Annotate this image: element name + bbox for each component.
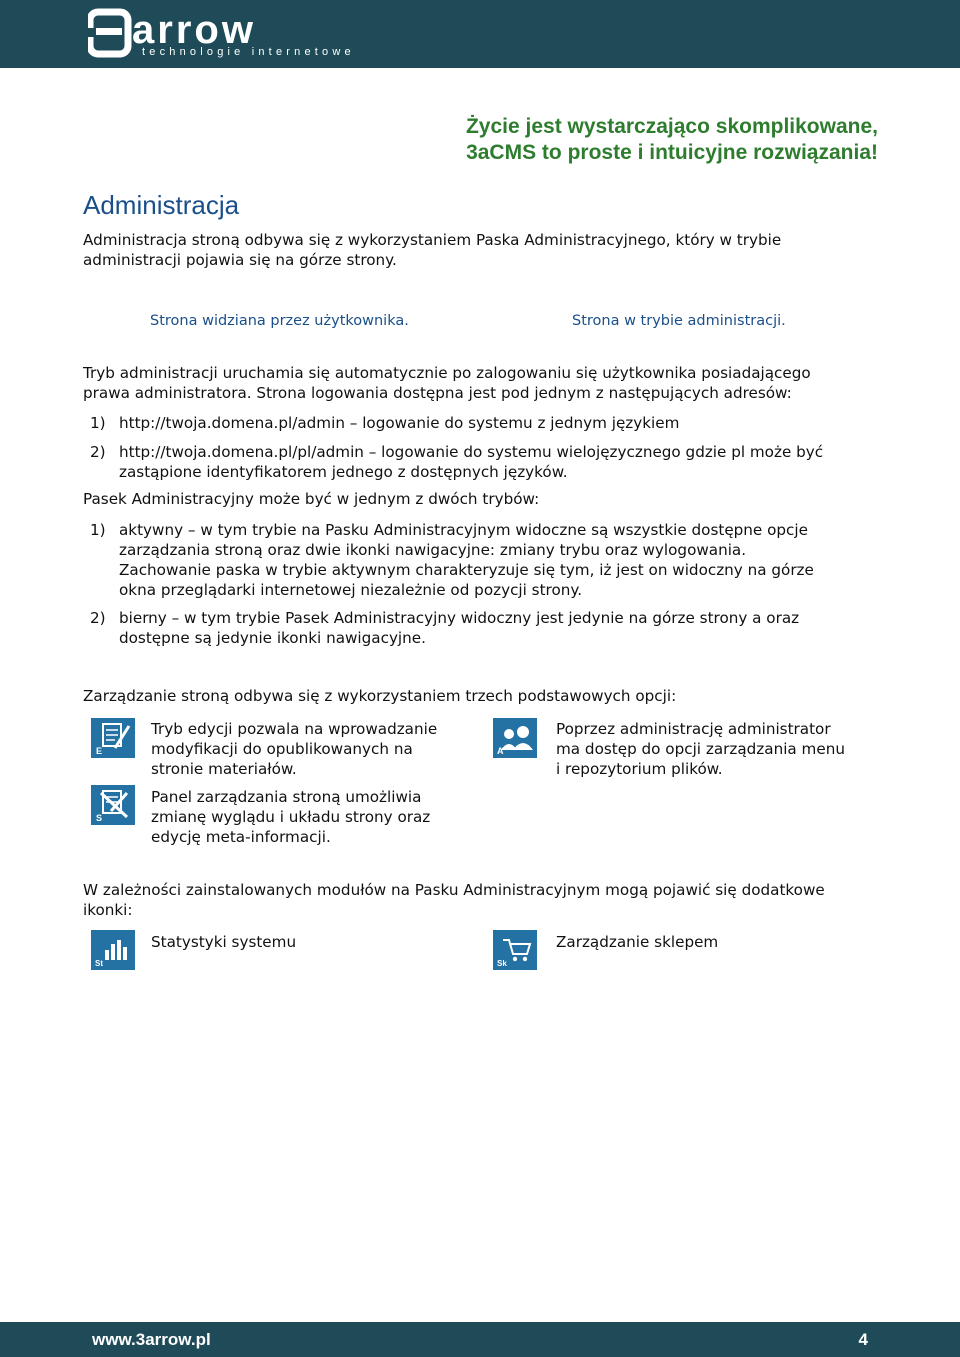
mode-passive-line-2: dostępne są jedynie ikonki nawigacyjne. <box>119 629 426 647</box>
modules-intro-line-1: W zależności zainstalowanych modułów na Pasku Administracyjnym mogą pojawić się dodatkowe <box>83 881 825 899</box>
modules-intro <box>83 880 879 920</box>
site-panel-icon <box>91 785 135 825</box>
intro-paragraph <box>83 230 879 270</box>
svg-text:St: St <box>95 959 103 968</box>
svg-text:A: A <box>497 746 504 756</box>
slogan-line-1: Życie jest wystarczająco skomplikowane, <box>465 115 878 138</box>
page-footer <box>0 1322 960 1357</box>
mode-active-line-4: okna przeglądarki internetowej niezależnie od pozycji strony. <box>119 581 583 599</box>
list-number: 1) <box>90 414 106 432</box>
option-line: zmianę wyglądu i układu strony oraz <box>151 808 431 826</box>
option-edit-mode-text <box>151 719 471 779</box>
modules-intro-line-2: ikonki: <box>83 901 133 919</box>
caption-user-view: Strona widziana przez użytkownika. <box>150 313 409 329</box>
svg-text:Sk: Sk <box>497 959 507 968</box>
admin-mode-paragraph <box>83 363 879 403</box>
caption-admin-view: Strona w trybie administracji. <box>572 313 786 329</box>
option-line: Tryb edycji pozwala na wprowadzanie <box>151 720 438 738</box>
login-url-admin: http://twoja.domena.pl/admin – logowanie do systemu z jednym językiem <box>119 414 680 432</box>
administration-icon <box>493 718 537 758</box>
mode-active-line-2: zarządzania stroną oraz dwie ikonki nawigacyjne: zmiany trybu oraz wylogowania. <box>119 541 747 559</box>
page-title: Administracja <box>83 190 240 220</box>
logo-tagline: technologie internetowe <box>142 46 355 58</box>
option-line: i repozytorium plików. <box>556 760 723 778</box>
list-number: 2) <box>90 609 106 627</box>
list-number: 1) <box>90 521 106 539</box>
option-line: Poprzez administrację administrator <box>556 720 831 738</box>
login-url-multilang-cont: zastąpione identyfikatorem jednego z dostępnych języków. <box>119 463 568 481</box>
option-line: stronie materiałów. <box>151 760 297 778</box>
list-number: 2) <box>90 443 106 461</box>
svg-text:S: S <box>96 813 103 823</box>
login-url-multilang: http://twoja.domena.pl/pl/admin – logowanie do systemu wielojęzycznego gdzie pl może być <box>119 443 824 461</box>
admin-mode-line-2: prawa administratora. Strona logowania dostępna jest pod jednym z następujących adresów: <box>83 384 792 402</box>
modes-intro: Pasek Administracyjny może być w jednym z dwóch trybów: <box>83 490 540 508</box>
shop-icon <box>493 930 537 970</box>
statistics-icon <box>91 930 135 970</box>
option-line: modyfikacji do opublikowanych na <box>151 740 413 758</box>
footer-url: www.3arrow.pl <box>92 1330 211 1349</box>
mode-passive-line-1: bierny – w tym trybie Pasek Administracyjny widoczny jest jedynie na górze strony a oraz <box>119 609 800 627</box>
option-line: ma dostęp do opcji zarządzania menu <box>556 740 845 758</box>
option-line: edycję meta-informacji. <box>151 828 331 846</box>
mode-active-line-3: Zachowanie paska w trybie aktywnym charakteryzuje się tym, iż jest on widoczny na górze <box>119 561 814 579</box>
module-shop-label: Zarządzanie sklepem <box>556 933 719 951</box>
slogan-line-2: 3aCMS to proste i intuicyjne rozwiązania! <box>466 141 878 164</box>
option-site-panel-text <box>151 787 471 847</box>
svg-text:E: E <box>96 746 103 756</box>
slogan <box>466 114 878 166</box>
mode-active-line-1: aktywny – w tym trybie na Pasku Administracyjnym widoczne są wszystkie dostępne opcje <box>119 521 808 539</box>
options-intro: Zarządzanie stroną odbywa się z wykorzystaniem trzech podstawowych opcji: <box>83 687 677 705</box>
admin-mode-line-1: Tryb administracji uruchamia się automatycznie po zalogowaniu się użytkownika posiadającego <box>83 364 811 382</box>
module-statistics-label: Statystyki systemu <box>151 933 297 951</box>
option-administration-text <box>556 719 876 779</box>
logo-3-mark-icon <box>88 6 136 58</box>
option-line: Panel zarządzania stroną umożliwia <box>151 788 422 806</box>
intro-line-2: administracji pojawia się na górze strony. <box>83 251 397 269</box>
page-number: 4 <box>858 1330 868 1349</box>
3arrow-logo <box>88 6 136 62</box>
intro-line-1: Administracja stroną odbywa się z wykorzystaniem Paska Administracyjnego, który w trybie <box>83 231 782 249</box>
page-header <box>0 0 960 68</box>
logo-wordmark: arrow <box>132 8 256 52</box>
edit-mode-icon <box>91 718 135 758</box>
